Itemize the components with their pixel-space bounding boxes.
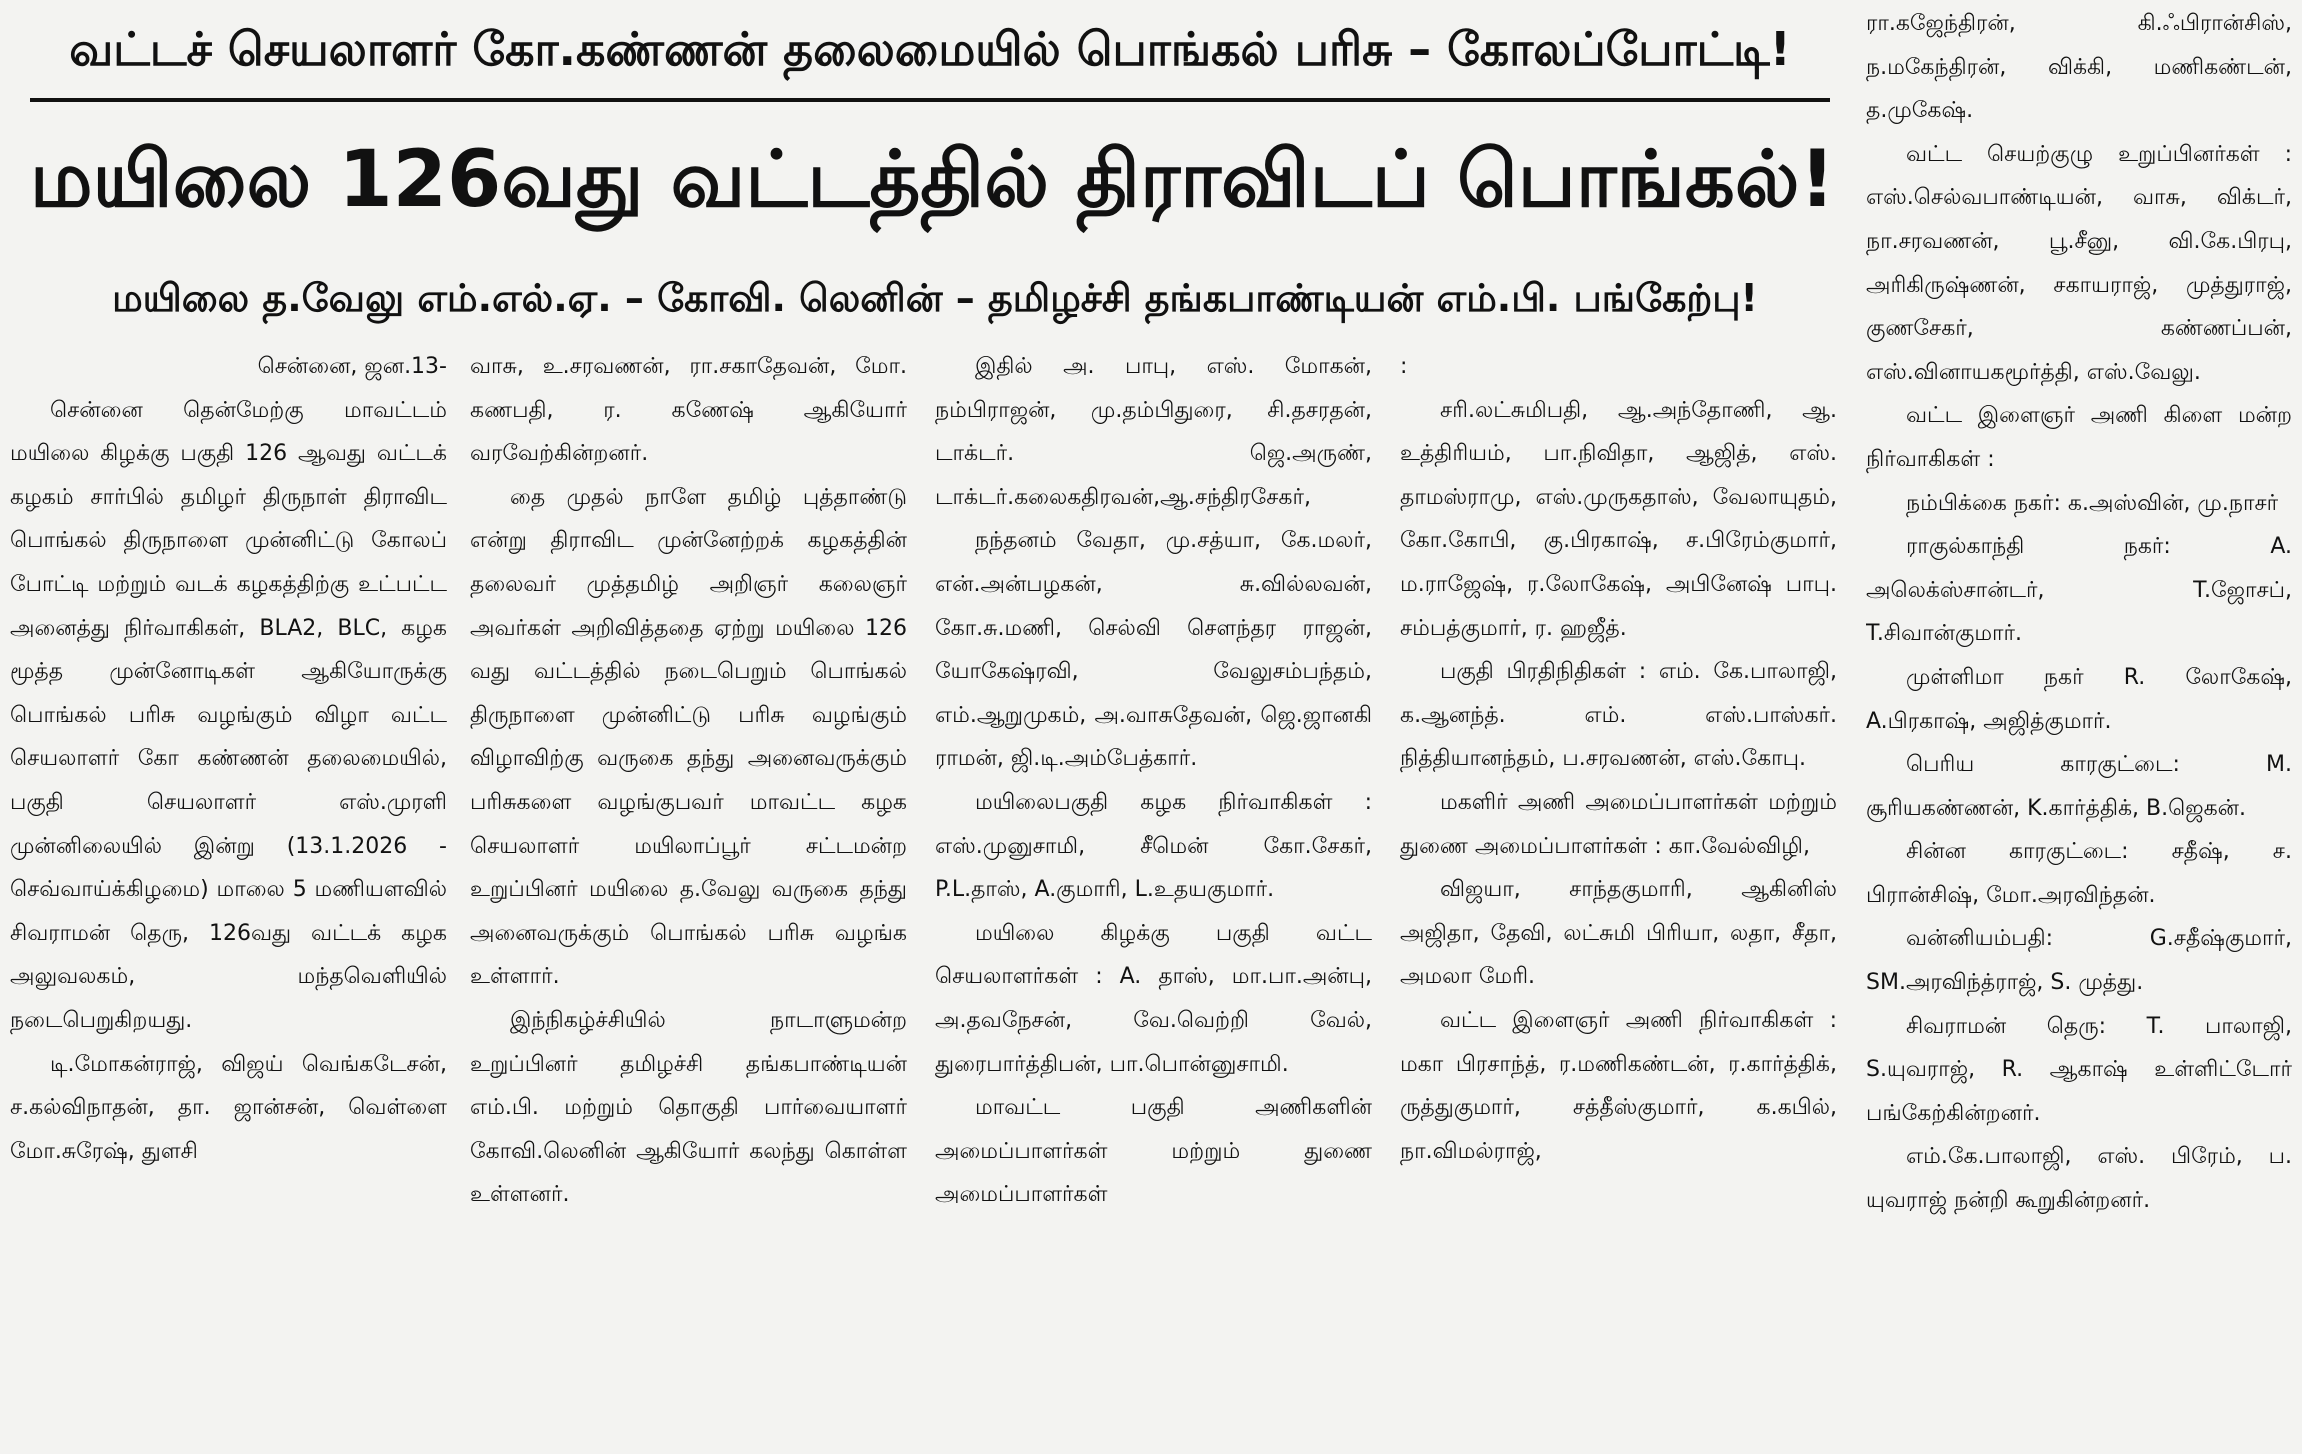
paragraph: சிவராமன் தெரு: T. பாலாஜி, S.யுவராஜ், R. ஆகாஷ் உள்ளிட்டோர் பங்கேற்கின்றனர். [1866, 1013, 2292, 1126]
paragraph: வன்னியம்பதி: G.சதீஷ்குமார், SM.அரவிந்த்ராஜ், S. முத்து. [1866, 926, 2292, 996]
text-column-3 [935, 345, 1372, 1450]
kicker-headline: வட்டச் செயலாளர் கோ.கண்ணன் தலைமையில் பொங்கல் பரிசு – கோலப்போட்டி! [69, 22, 1791, 76]
paragraph: மகளிர் அணி அமைப்பாளர்கள் மற்றும் துணை அமைப்பாளர்கள் : கா.வேல்விழி, [1400, 789, 1837, 859]
paragraph: மயிலை கிழக்கு பகுதி வட்ட செயலாளர்கள் : A. தாஸ், மா.பா.அன்பு, அ.தவநேசன், வே.வெற்றி வேல், துரைபார்த்திபன், பா.பொன்னுசாமி. [935, 920, 1372, 1077]
main-headline: மயிலை 126வது வட்டத்தில் திராவிடப் பொங்கல்! [29, 135, 1836, 225]
paragraph: நம்பிக்கை நகர்: க.அஸ்வின், மு.நாசர் [1906, 490, 2279, 516]
text-column-4 [1400, 345, 1837, 1450]
paragraph: விஜயா, சாந்தகுமாரி, ஆகினிஸ் அஜிதா, தேவி, லட்சுமி பிரியா, லதா, சீதா, அமலா மேரி. [1400, 877, 1837, 990]
paragraph: பகுதி பிரதிநிதிகள் : எம். கே.பாலாஜி, க.ஆனந்த். எம். எஸ்.பாஸ்கர். நித்தியானந்தம், ப.சரவணன், எஸ்.கோபு. [1400, 659, 1837, 772]
paragraph: வாசு, உ.சரவணன், ரா.சகாதேவன், மோ. கணபதி, ர. கணேஷ் ஆகியோர் வரவேற்கின்றனர். [470, 354, 907, 467]
text-column-1 [10, 345, 447, 1450]
paragraph: வட்ட செயற்குழு உறுப்பினர்கள் : எஸ்.செல்வபாண்டியன், வாசு, விக்டர், நா.சரவணன், பூ.சீனு, வி.கே.பிரபு, அரிகிருஷ்ணன், சகாயராஜ், முத்துராஜ், குணசேகர், கண்ணப்பன், எஸ்.வினாயகமூர்த்தி, எஸ்.வேலு. [1866, 141, 2292, 385]
paragraph: தை முதல் நாளே தமிழ் புத்தாண்டு என்று திராவிட முன்னேற்றக் கழகத்தின் தலைவர் முத்தமிழ் அறிஞர் கலைஞர் அவர்கள் அறிவித்ததை ஏற்று மயிலை 126 வது வட்டத்தில் நடைபெறும் பொங்கல் திருநாளை முன்னிட்டு பரிசு வழங்கும் விழாவிற்கு வருகை தந்து அனைவருக்கும் பரிசுகளை வழங்குபவர் மாவட்ட கழக செயலாளர் மயிலாப்பூர் சட்டமன்ற உறுப்பினர் மயிலை த.வேலு வருகை தந்து அனைவருக்கும் பொங்கல் பரிசு வழங்க உள்ளார். [470, 484, 907, 990]
kicker-underline [30, 98, 1830, 102]
paragraph: சரி.லட்சுமிபதி, ஆ.அந்தோணி, ஆ. உத்திரியம், பா.நிவிதா, ஆஜித், எஸ். தாமஸ்ராமு, எஸ்.முருகதாஸ், வேலாயுதம், கோ.கோபி, கு.பிரகாஷ், ச.பிரேம்குமார், ம.ராஜேஷ், ர.லோகேஷ், அபினேஷ் பாபு. சம்பத்குமார், ர. ஹஜீத். [1400, 397, 1837, 641]
paragraph: சென்னை தென்மேற்கு மாவட்டம் மயிலை கிழக்கு பகுதி 126 ஆவது வட்டக் கழகம் சார்பில் தமிழர் திருநாள் திராவிட பொங்கல் திருநாளை முன்னிட்டு கோலப் போட்டி மற்றும் வடக் கழகத்திற்கு உட்பட்ட அனைத்து நிர்வாகிகள், BLA2, BLC, கழக மூத்த முன்னோடிகள் ஆகியோருக்கு பொங்கல் பரிசு வழங்கும் விழா வட்ட செயலாளர் கோ கண்ணன் தலைமையில், பகுதி செயலாளர் எஸ்.முரளி முன்னிலையில் இன்று (13.1.2026 - செவ்வாய்க்கிழமை) மாலை 5 மணியளவில் சிவராமன் தெரு, 126வது வட்டக் கழக அலுவலகம், மந்தவெளியில் நடைபெறுகிறயது. [10, 397, 447, 1033]
paragraph: வட்ட இளைஞர் அணி கிளை மன்ற நிர்வாகிகள் : [1866, 403, 2292, 472]
paragraph: எம்.கே.பாலாஜி, எஸ். பிரேம், ப. யுவராஜ் நன்றி கூறுகின்றனர். [1866, 1144, 2292, 1214]
paragraph: இந்நிகழ்ச்சியில் நாடாளுமன்ற உறுப்பினர் தமிழச்சி தங்கபாண்டியன் எம்.பி. மற்றும் தொகுதி பார்வையாளர் கோவி.லெனின் ஆகியோர் கலந்து கொள்ள உள்ளனர். [470, 1007, 907, 1208]
paragraph: இதில் அ. பாபு, எஸ். மோகன், நம்பிராஜன், மு.தம்பிதுரை, சி.தசரதன், டாக்டர். ஜெ.அருண், டாக்டர்.கலைகதிரவன்,ஆ.சந்திரசேகர், [935, 354, 1372, 510]
text-column-5 [1866, 2, 2292, 1452]
paragraph: நந்தனம் வேதா, மு.சத்யா, கே.மலர், என்.அன்பழகன், சு.வில்லவன், கோ.சு.மணி, செல்வி சௌந்தர ராஜன், யோகேஷ்ரவி, வேலுசம்பந்தம், எம்.ஆறுமுகம், அ.வாசுதேவன், ஜெ.ஜானகி ராமன், ஜி.டி.அம்பேத்கார். [935, 528, 1372, 772]
paragraph: : [1400, 354, 1408, 379]
page-edge [0, 1440, 2302, 1454]
paragraph: பெரிய காரகுட்டை: M. சூரியகண்ணன், K.கார்த்திக், B.ஜெகன். [1866, 752, 2292, 821]
paragraph: வட்ட இளைஞர் அணி நிர்வாகிகள் : மகா பிரசாந்த், ர.மணிகண்டன், ர.கார்த்திக், ருத்துகுமார், சத்தீஸ்குமார், க.கபில், நா.விமல்ராஜ், [1400, 1007, 1837, 1164]
sub-headline: மயிலை த.வேலு எம்.எல்.ஏ. – கோவி. லெனின் – தமிழச்சி தங்கபாண்டியன் எம்.பி. பங்கேற்பு! [112, 276, 1758, 320]
paragraph: ராகுல்காந்தி நகர்: A. அலெக்ஸ்சான்டர், T.ஜோசப், T.சிவான்குமார். [1866, 534, 2292, 647]
paragraph: டி.மோகன்ராஜ், விஜய் வெங்கடேசன், ச.கல்விநாதன், தா. ஜான்சன், வெள்ளை மோ.சுரேஷ், துளசி [10, 1051, 447, 1164]
paragraph: மாவட்ட பகுதி அணிகளின் அமைப்பாளர்கள் மற்றும் துணை அமைப்பாளர்கள் [935, 1095, 1372, 1208]
paragraph: ரா.கஜேந்திரன், கி.ஃபிரான்சிஸ், ந.மகேந்திரன், விக்கி, மணிகண்டன், த.முகேஷ். [1866, 11, 2292, 124]
dateline: சென்னை, ஜன.13- [257, 354, 447, 379]
paragraph: முள்ளிமா நகர் R. லோகேஷ், A.பிரகாஷ், அஜித்குமார். [1866, 664, 2292, 734]
paragraph: சின்ன காரகுட்டை: சதீஷ், ச. பிரான்சிஷ், மோ.அரவிந்தன். [1866, 839, 2292, 908]
paragraph: மயிலைபகுதி கழக நிர்வாகிகள் : எஸ்.முனுசாமி, சீமென் கோ.சேகர், P.L.தாஸ், A.குமாரி, L.உதயகுமார். [935, 789, 1372, 903]
text-column-2 [470, 345, 907, 1450]
